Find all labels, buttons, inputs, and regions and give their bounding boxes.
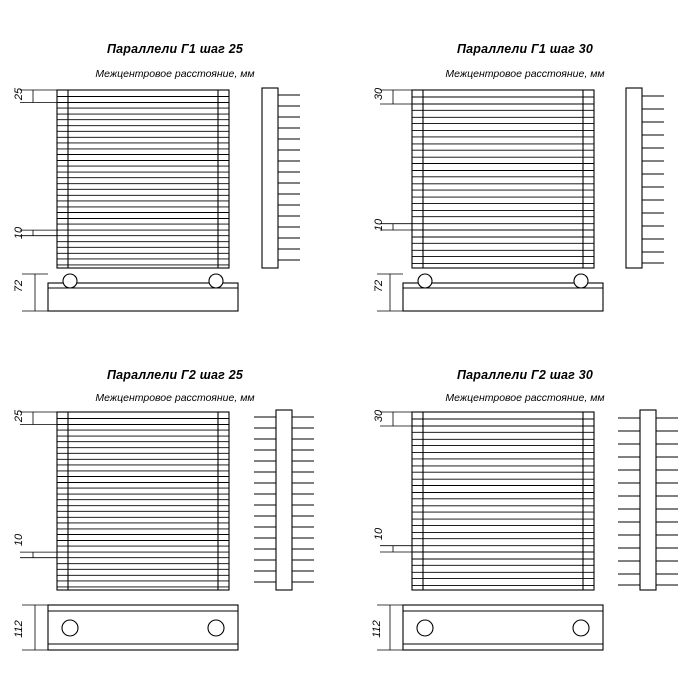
dim-tube-label: 10 bbox=[13, 533, 25, 547]
panel-title: Параллели Г1 шаг 30 bbox=[456, 42, 594, 56]
panel-subtitle: Межцентровое расстояние, мм bbox=[95, 392, 255, 404]
dim-pitch-label: 30 bbox=[373, 87, 385, 101]
dim-pitch-label: 25 bbox=[13, 87, 25, 101]
dim-depth-label: 72 bbox=[13, 279, 25, 293]
panel-subtitle: Межцентровое расстояние, мм bbox=[445, 68, 605, 80]
dim-depth-label: 112 bbox=[13, 620, 25, 638]
dim-depth-label: 72 bbox=[373, 279, 385, 293]
dim-tube-label: 10 bbox=[373, 218, 385, 232]
panel-subtitle: Межцентровое расстояние, мм bbox=[95, 68, 255, 80]
panel-g2-step-25 bbox=[0, 350, 350, 700]
panel-g2-step-30 bbox=[350, 350, 700, 700]
dim-tube-label: 10 bbox=[373, 527, 385, 541]
panel-g1-step-25 bbox=[0, 0, 350, 350]
dim-pitch-label: 30 bbox=[373, 409, 385, 423]
dim-depth-label: 112 bbox=[371, 620, 383, 638]
panel-title: Параллели Г2 шаг 25 bbox=[106, 368, 244, 382]
panel-subtitle: Межцентровое расстояние, мм bbox=[445, 392, 605, 404]
dim-pitch-label: 25 bbox=[13, 409, 25, 423]
panel-title: Параллели Г2 шаг 30 bbox=[456, 368, 594, 382]
panel-title: Параллели Г1 шаг 25 bbox=[106, 42, 244, 56]
panel-g1-step-30 bbox=[350, 0, 700, 350]
dim-tube-label: 10 bbox=[13, 226, 25, 240]
